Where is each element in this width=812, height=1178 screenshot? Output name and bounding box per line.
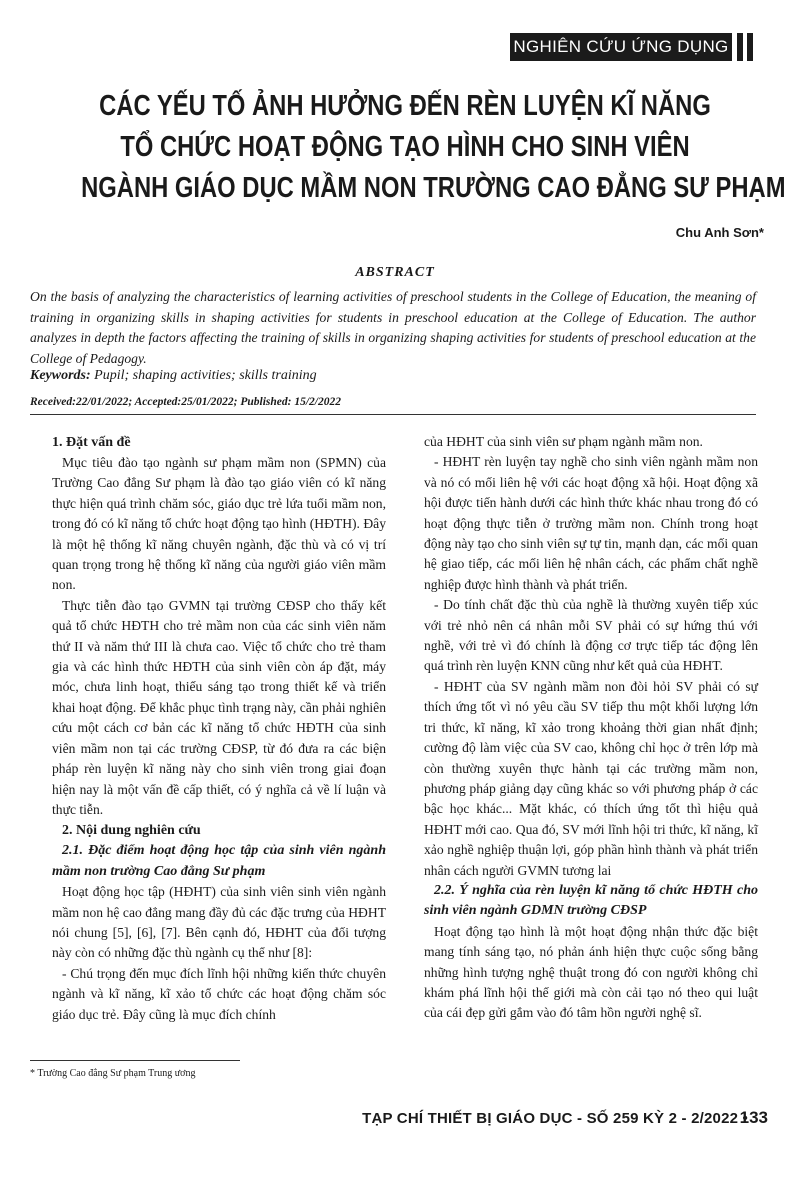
paragraph: - HĐHT của SV ngành mầm non đòi hỏi SV phải có sự thích ứng tốt vì nó yêu cầu SV tiếp thu một khối lượng lớn tri thức, kĩ năng, kĩ xảo trong khoảng thời gian nhất định; cường độ làm việc của SV cao, không chỉ học ở trên lớp mà còn thường xuyên thực hành tại các trường mầm non, phương pháp giảng dạy cũng khác so với phương pháp ở các bậc học khác... Mặt khác, có thích ứng tốt thì hiệu quả HĐHT mới cao. Qua đó, SV mới lĩnh hội tri thức, kĩ năng, kĩ xảo nghề nghiệp thuận lợi, góp phần hình thành và phát triển nhân cách người GVMN tương lai <box>424 678 758 878</box>
keywords-value: Pupil; shaping activities; skills training <box>94 368 317 383</box>
subsection-heading: 2.2. Ý nghĩa của rèn luyện kĩ năng tổ chức HĐTH cho sinh viên ngành GDMN trường CĐSP <box>424 882 758 919</box>
left-column <box>52 432 386 1025</box>
keywords-label: Keywords: <box>30 368 91 383</box>
article-title <box>81 86 786 209</box>
title-line: CÁC YẾU TỐ ẢNH HƯỞNG ĐẾN RÈN LUYỆN KĨ NĂNG <box>99 90 711 122</box>
section-heading: 2. Nội dung nghiên cứu <box>62 823 201 839</box>
paragraph: của HĐHT của sinh viên sư phạm ngành mầm non. <box>424 434 703 449</box>
divider <box>30 414 756 415</box>
footnote: * Trường Cao đẳng Sư phạm Trung ương <box>30 1068 196 1079</box>
abstract-heading: ABSTRACT <box>355 265 435 280</box>
paragraph: - HĐHT rèn luyện tay nghề cho sinh viên ngành mầm non và nó có mối liên hệ với các hoạt động xã hội. Hoạt động xã hội được tiến hành dưới các hình thức khác nhau trong đó có hoạt động thực tiễn ở trường mầm non. Chính trong hoạt động này tạo cho sinh viên sự tự tin, mạnh dạn, các mối quan hệ giao tiếp, các mối liên hệ nhân cách, các phẩm chất nghề nghiệp được hình thành và phát triển. <box>424 454 758 592</box>
subsection-heading: 2.1. Đặc điểm hoạt động học tập của sinh viên ngành mầm non trường Cao đẳng Sư phạm <box>52 843 386 879</box>
author: Chu Anh Sơn* <box>675 225 764 240</box>
paragraph: - Chú trọng đến mục đích lĩnh hội những kiến thức chuyên ngành và kĩ năng, kĩ xảo tổ chức các hoạt động chăm sóc giáo dục trẻ. Đây cũng là mục đích chính <box>52 965 386 1022</box>
section-heading: 1. Đặt vấn đề <box>52 435 131 450</box>
banner-bar <box>747 33 753 61</box>
paragraph: Mục tiêu đào tạo ngành sư phạm mầm non (SPMN) của Trường Cao đẳng Sư phạm là đào tạo giáo viên có kĩ năng thực hiện quá trình chăm sóc, giáo dục trẻ lứa tuổi mầm non, trong đó có kĩ năng tổ chức hoạt động tạo hình (HĐTH). Đây là một hệ thống kĩ năng chuyên ngành, đặc thù và có vị trí quan trọng trong hệ thống kĩ năng của người giáo viên mầm non. <box>52 455 386 593</box>
footnote-rule <box>30 1060 240 1061</box>
abstract-text: On the basis of analyzing the characteristics of learning activities of preschool students in the College of Education, the meaning of training in organizing skills in shaping activities for students in preschool education at the College of Education. The author analyzes in depth the factors affecting the training of skills in organizing shaping activities for students of preschool education at the College of Pedagogy. <box>30 289 756 366</box>
received-dates: Received:22/01/2022; Accepted:25/01/2022; Published: 15/2/2022 <box>30 396 341 408</box>
paragraph: Thực tiễn đào tạo GVMN tại trường CĐSP cho thấy kết quả tổ chức HĐTH cho trẻ mầm non của các sinh viên năm thứ II và năm thứ III là chưa cao. Việc tổ chức cho trẻ tham gia và các hình thức HĐTH của sinh viên còn áp đặt, máy móc, chưa linh hoạt, thiếu sáng tạo trong thiết kế và triển khai hoạt động. Để khắc phục tình trạng này, cần phải nghiên cứu một cách cơ bản các kĩ năng tổ chức HĐTH của sinh viên mầm non tại các trường CĐSP, từ đó đưa ra các biện pháp rèn luyện kĩ năng này cho sinh viên trong giai đoạn hiện nay là một vấn đề cấp thiết, có ý nghĩa cả về lí luận và thực tiễn. <box>52 597 386 817</box>
title-line: NGÀNH GIÁO DỤC MẦM NON TRƯỜNG CAO ĐẲNG SƯ PHẠM <box>81 172 786 204</box>
page-number: 133 <box>739 1108 768 1127</box>
keywords <box>30 368 756 384</box>
title-line: TỔ CHỨC HOẠT ĐỘNG TẠO HÌNH CHO SINH VIÊN <box>120 131 690 163</box>
section-banner: NGHIÊN CỨU ỨNG DỤNG <box>510 33 732 61</box>
banner-bar <box>737 33 743 61</box>
journal-footer: TẠP CHÍ THIẾT BỊ GIÁO DỤC - SỐ 259 KỲ 2 - 2/2022 • <box>362 1110 748 1127</box>
right-column <box>424 432 758 1024</box>
paragraph: - Do tính chất đặc thù của nghề là thường xuyên tiếp xúc với trẻ nhỏ nên cá nhân mỗi SV phải có sự hứng thú với nghề, với trẻ vì đó chính là động cơ trực tiếp tác động lên quá trình rèn luyện KNN cũng như kết quả của HĐHT. <box>424 597 758 674</box>
paragraph: Hoạt động học tập (HĐHT) của sinh viên sinh viên ngành mầm non hệ cao đẳng mang đầy đủ các đặc trưng của HĐHT nói chung [5], [6], [7]. Bên cạnh đó, HĐHT của đối tượng này còn có những đặc thù ngành cụ thể như [8]: <box>52 884 386 961</box>
paragraph: Hoạt động tạo hình là một hoạt động nhận thức đặc biệt mang tính sáng tạo, nó phản ánh hiện thực cuộc sống bằng những hình tượng nghệ thuật trong đó con người không chỉ khám phá lĩnh hội thế giới mà còn cải tạo nó theo qui luật của cái đẹp gửi gắm vào đó tâm hồn người nghệ sĩ. <box>424 923 758 1021</box>
